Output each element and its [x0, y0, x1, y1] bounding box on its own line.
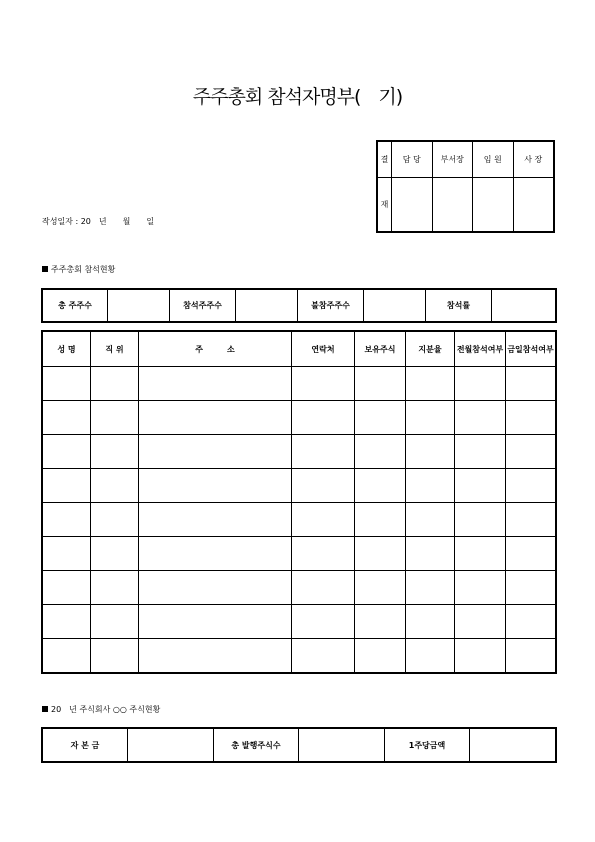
- table-cell[interactable]: [139, 639, 292, 673]
- table-cell[interactable]: [355, 469, 406, 503]
- table-cell[interactable]: [292, 367, 355, 401]
- table-cell[interactable]: [43, 537, 91, 571]
- col-share-ratio: 지분율: [406, 332, 455, 367]
- table-cell[interactable]: [91, 537, 139, 571]
- attendance-summary-table: [42, 289, 556, 322]
- table-cell[interactable]: [406, 571, 455, 605]
- table-cell[interactable]: [91, 503, 139, 537]
- table-cell[interactable]: [455, 503, 506, 537]
- bullet-square-icon: [42, 706, 48, 712]
- table-row: [43, 367, 556, 401]
- col-today-attendance: 금일참석여부: [506, 332, 556, 367]
- table-cell[interactable]: [355, 367, 406, 401]
- table-cell[interactable]: [506, 367, 556, 401]
- table-cell[interactable]: [139, 367, 292, 401]
- table-cell[interactable]: [292, 435, 355, 469]
- table-cell[interactable]: [43, 469, 91, 503]
- table-cell[interactable]: [355, 401, 406, 435]
- table-cell[interactable]: [506, 605, 556, 639]
- table-cell[interactable]: [455, 639, 506, 673]
- table-cell[interactable]: [139, 571, 292, 605]
- approval-header-staff: 담 당: [392, 142, 433, 178]
- table-cell[interactable]: [455, 469, 506, 503]
- table-cell[interactable]: [139, 401, 292, 435]
- table-cell[interactable]: [139, 503, 292, 537]
- document-title: 주주총회 참석자명부( 기): [192, 86, 403, 108]
- table-cell[interactable]: [506, 537, 556, 571]
- table-cell[interactable]: [355, 435, 406, 469]
- section-attendance-status: [42, 264, 115, 275]
- attending-shareholders-value[interactable]: [236, 290, 298, 322]
- approval-header-president: 사 장: [513, 142, 554, 178]
- attendance-table: [42, 331, 556, 673]
- bullet-square-icon: [42, 266, 48, 272]
- table-cell[interactable]: [292, 571, 355, 605]
- table-cell[interactable]: [455, 435, 506, 469]
- table-cell[interactable]: [292, 537, 355, 571]
- table-cell[interactable]: [406, 469, 455, 503]
- approval-sign-cell[interactable]: [392, 178, 433, 232]
- table-cell[interactable]: [43, 435, 91, 469]
- table-cell[interactable]: [292, 401, 355, 435]
- table-cell[interactable]: [43, 401, 91, 435]
- table-row: [43, 469, 556, 503]
- col-prev-month-attendance: 전월참석여부: [455, 332, 506, 367]
- table-cell[interactable]: [455, 571, 506, 605]
- section-label: 주주총회 참석현황: [51, 265, 116, 274]
- table-cell[interactable]: [43, 639, 91, 673]
- approval-side-top: 결: [378, 142, 392, 178]
- table-cell[interactable]: [292, 469, 355, 503]
- par-value-value[interactable]: [470, 729, 556, 762]
- table-row: [43, 605, 556, 639]
- table-cell[interactable]: [292, 605, 355, 639]
- table-cell[interactable]: [455, 537, 506, 571]
- table-cell[interactable]: [91, 605, 139, 639]
- table-cell[interactable]: [91, 469, 139, 503]
- total-shareholders-label: 총 주주수: [43, 290, 108, 322]
- table-cell[interactable]: [406, 537, 455, 571]
- table-cell[interactable]: [139, 469, 292, 503]
- table-row: [43, 435, 556, 469]
- table-cell[interactable]: [91, 401, 139, 435]
- date-line: 작성일자 : 20 년 월 일: [42, 217, 155, 226]
- table-cell[interactable]: [506, 401, 556, 435]
- table-cell[interactable]: [406, 605, 455, 639]
- absent-shareholders-label: 불참주주수: [298, 290, 364, 322]
- section-label: 20 년 주식회사 ○○ 주식현황: [51, 705, 161, 714]
- capital-label: 자 본 금: [43, 729, 128, 762]
- approval-header-executive: 임 원: [473, 142, 514, 178]
- absent-shareholders-value[interactable]: [364, 290, 426, 322]
- table-cell[interactable]: [506, 503, 556, 537]
- table-cell[interactable]: [406, 367, 455, 401]
- table-row: [43, 571, 556, 605]
- col-address: 주 소: [139, 332, 292, 367]
- table-cell[interactable]: [406, 435, 455, 469]
- table-cell[interactable]: [139, 435, 292, 469]
- attendance-rate-label: 참석률: [426, 290, 492, 322]
- table-cell[interactable]: [91, 435, 139, 469]
- table-cell[interactable]: [355, 537, 406, 571]
- col-shares-held: 보유주식: [355, 332, 406, 367]
- table-cell[interactable]: [139, 537, 292, 571]
- table-cell[interactable]: [406, 639, 455, 673]
- table-cell[interactable]: [506, 571, 556, 605]
- table-cell[interactable]: [355, 605, 406, 639]
- table-cell[interactable]: [292, 503, 355, 537]
- table-cell[interactable]: [506, 435, 556, 469]
- section-share-status: [42, 704, 160, 715]
- capital-value[interactable]: [128, 729, 214, 762]
- table-row: [43, 503, 556, 537]
- col-name: 성 명: [43, 332, 91, 367]
- approval-side-bottom: 재: [378, 178, 392, 232]
- table-cell[interactable]: [506, 639, 556, 673]
- table-cell[interactable]: [355, 571, 406, 605]
- table-cell[interactable]: [91, 639, 139, 673]
- table-row: [43, 639, 556, 673]
- table-cell[interactable]: [91, 367, 139, 401]
- table-cell[interactable]: [506, 469, 556, 503]
- table-cell[interactable]: [91, 571, 139, 605]
- attending-shareholders-label: 참석주주수: [170, 290, 236, 322]
- share-status-table: [42, 728, 556, 762]
- table-cell[interactable]: [139, 605, 292, 639]
- approval-sign-cell[interactable]: [473, 178, 514, 232]
- table-cell[interactable]: [406, 401, 455, 435]
- table-row: [43, 537, 556, 571]
- approval-sign-cell[interactable]: [513, 178, 554, 232]
- table-header-row: [43, 332, 556, 367]
- col-position: 직 위: [91, 332, 139, 367]
- table-cell[interactable]: [455, 401, 506, 435]
- table-cell[interactable]: [355, 639, 406, 673]
- par-value-label: 1주당금액: [385, 729, 470, 762]
- table-cell[interactable]: [292, 639, 355, 673]
- col-contact: 연락처: [292, 332, 355, 367]
- attendance-rate-value[interactable]: [492, 290, 556, 322]
- approval-sign-cell[interactable]: [432, 178, 473, 232]
- table-cell[interactable]: [43, 571, 91, 605]
- approval-header-dept-head: 부서장: [432, 142, 473, 178]
- issued-shares-label: 총 발행주식수: [214, 729, 299, 762]
- table-cell[interactable]: [406, 503, 455, 537]
- table-cell[interactable]: [355, 503, 406, 537]
- table-row: [43, 401, 556, 435]
- approval-table: [377, 141, 554, 232]
- table-cell[interactable]: [455, 605, 506, 639]
- table-cell[interactable]: [43, 605, 91, 639]
- issued-shares-value[interactable]: [299, 729, 385, 762]
- table-cell[interactable]: [43, 503, 91, 537]
- table-cell[interactable]: [43, 367, 91, 401]
- table-cell[interactable]: [455, 367, 506, 401]
- total-shareholders-value[interactable]: [108, 290, 170, 322]
